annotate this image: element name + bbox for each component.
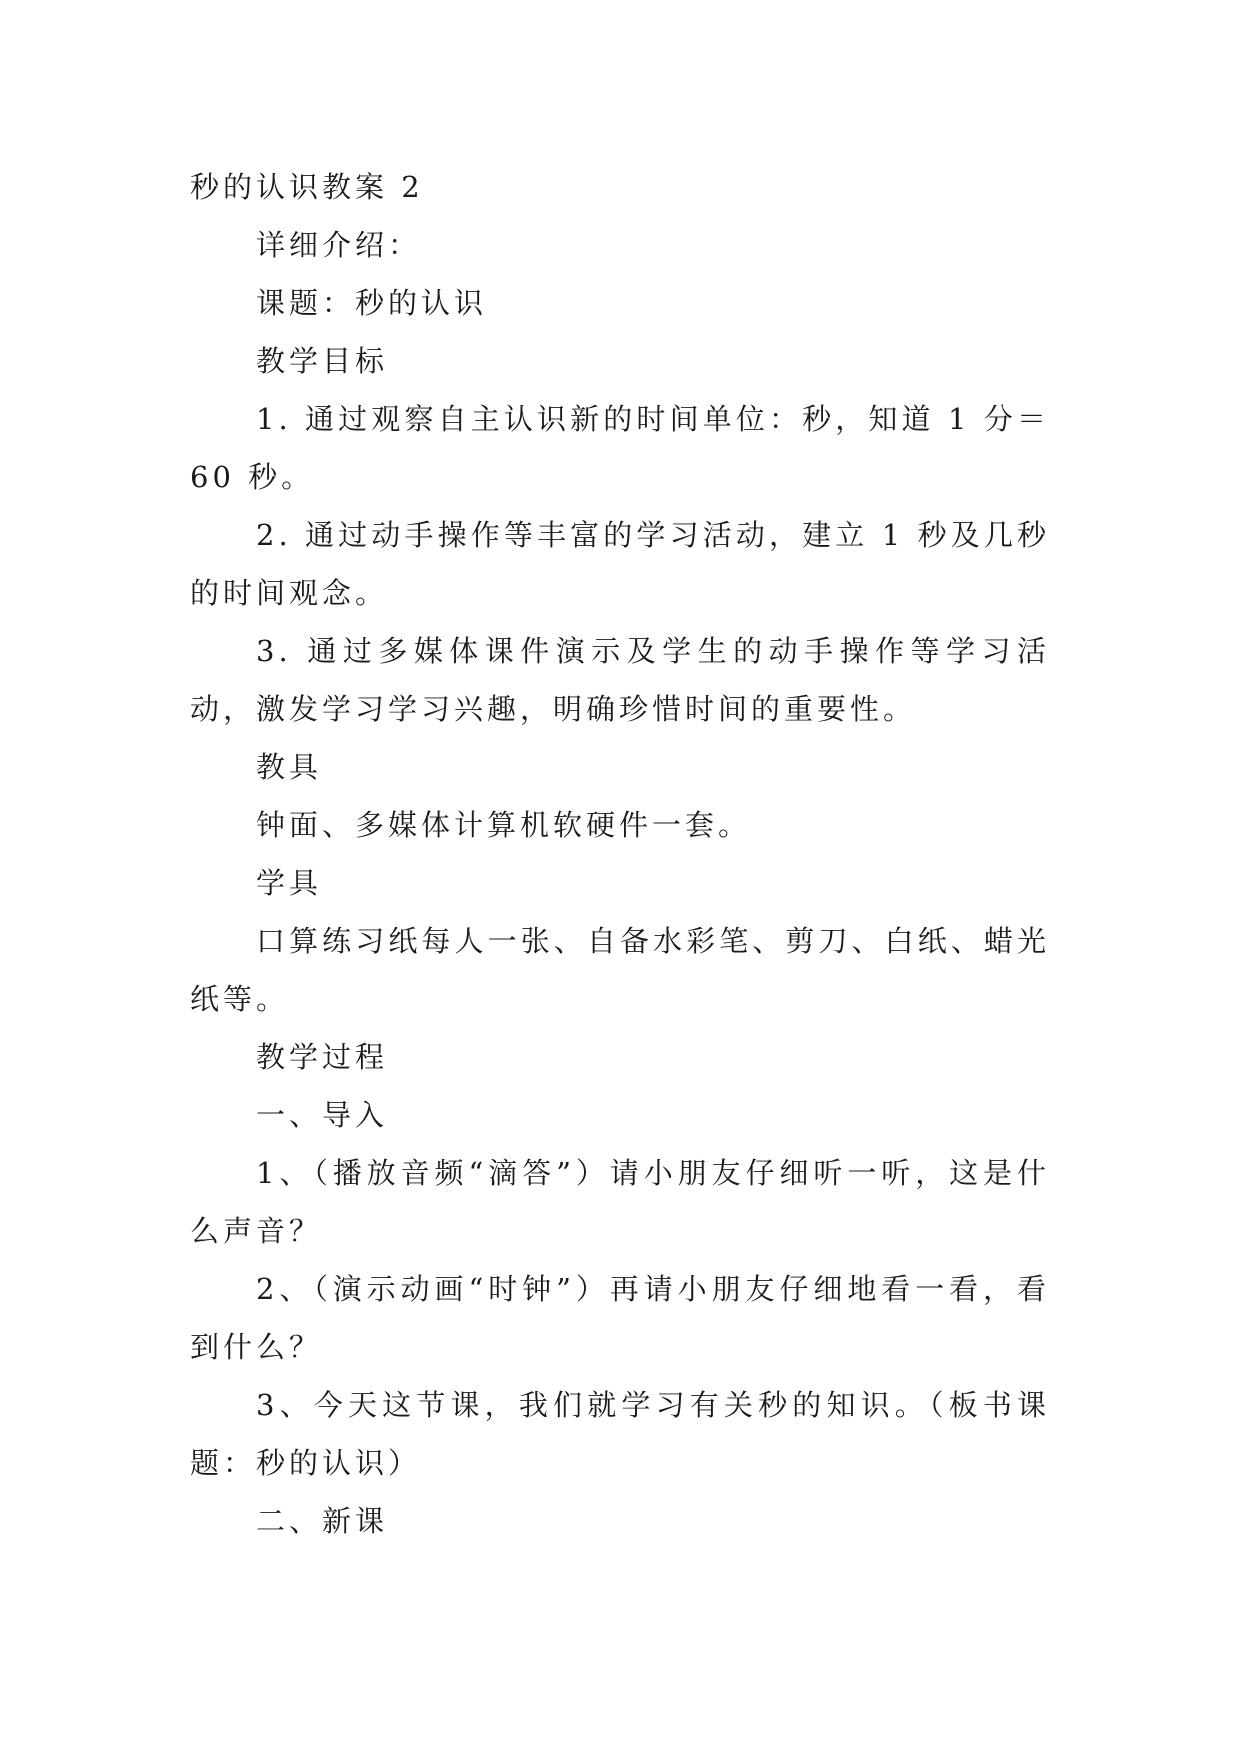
section-introduction: 一、导入	[256, 1098, 389, 1132]
intro-step-3: 3、今天这节课，我们就学习有关秒的知识。（板书课题：秒的认识）	[190, 1388, 1050, 1480]
goal-item-2: 2. 通过动手操作等丰富的学习活动，建立 1 秒及几秒的时间观念。	[190, 518, 1050, 610]
student-aids-text: 口算练习纸每人一张、自备水彩笔、剪刀、白纸、蜡光纸等。	[190, 924, 1050, 1016]
document-body	[190, 158, 1050, 1550]
intro-step-1: 1、（播放音频“滴答”）请小朋友仔细听一听，这是什么声音？	[190, 1156, 1050, 1248]
heading-student-aids: 学具	[256, 866, 323, 900]
goal-item-3: 3. 通过多媒体课件演示及学生的动手操作等学习活动，激发学习学习兴趣，明确珍惜时间的重要性。	[190, 634, 1050, 726]
paragraph-intro: 详细介绍：	[256, 228, 422, 262]
section-new-lesson: 二、新课	[256, 1504, 389, 1538]
teaching-aids-text: 钟面、多媒体计算机软硬件一套。	[256, 808, 752, 842]
document-title: 秒的认识教案 2	[190, 170, 424, 204]
heading-teaching-process: 教学过程	[256, 1040, 389, 1074]
goal-item-1: 1. 通过观察自主认识新的时间单位：秒，知道 1 分＝60 秒。	[190, 402, 1050, 494]
intro-step-2: 2、（演示动画“时钟”）再请小朋友仔细地看一看，看到什么？	[190, 1272, 1050, 1364]
paragraph-topic: 课题：秒的认识	[256, 286, 488, 320]
heading-teaching-aids: 教具	[256, 750, 323, 784]
heading-teaching-goals: 教学目标	[256, 344, 389, 378]
